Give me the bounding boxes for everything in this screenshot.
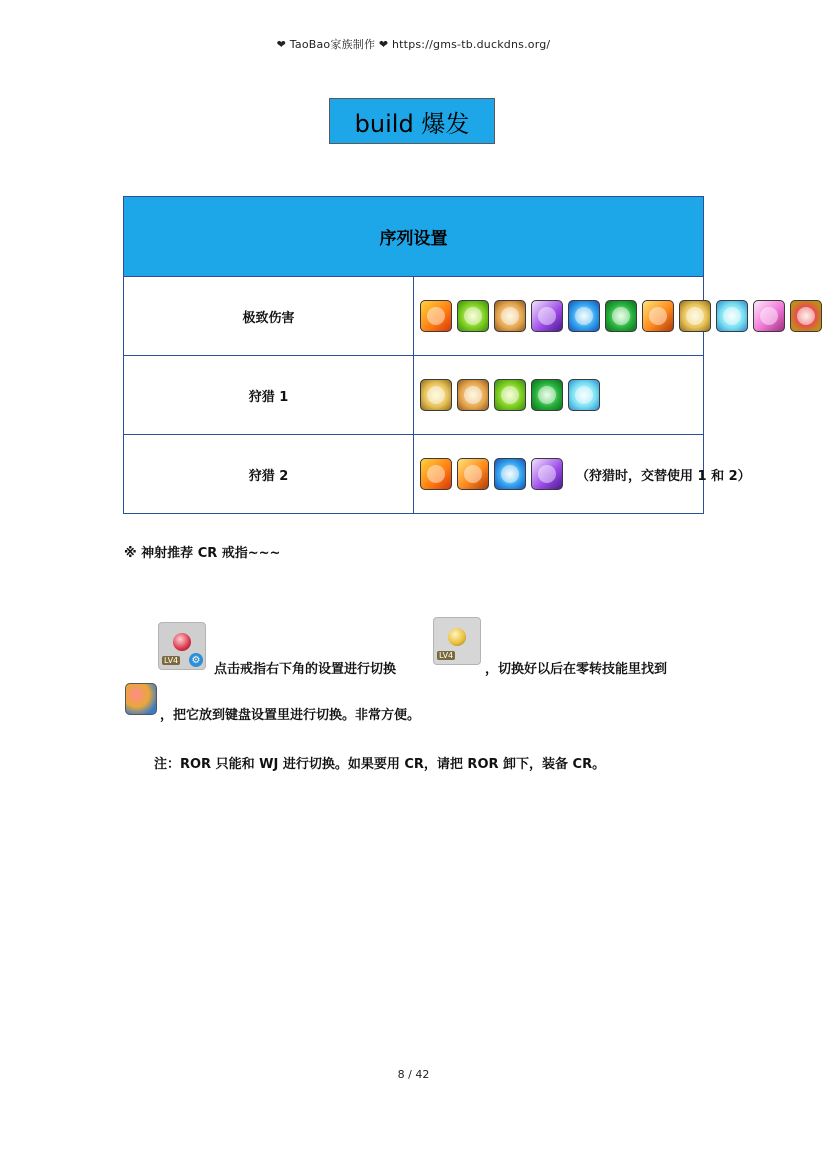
row-note: （狩猎时，交替使用 1 和 2） <box>576 468 751 484</box>
sequence-table <box>123 196 751 514</box>
fire-skill-icon <box>420 300 452 332</box>
icon-cell <box>414 435 751 514</box>
gold-skill-icon <box>679 300 711 332</box>
heart-icon: ❤ <box>378 38 389 51</box>
green-skill-icon <box>494 379 526 411</box>
level-badge: LV4 <box>164 656 179 665</box>
monkey-skill-icon <box>494 300 526 332</box>
fire-skill-icon <box>420 458 452 490</box>
row-label: 狩猎 1 <box>124 356 414 435</box>
purple-skill-icon <box>531 458 563 490</box>
heart-icon: ❤ <box>276 38 287 51</box>
remark-text: ※ 神射推荐 CR 戒指~~~ <box>124 546 281 561</box>
cyan-skill-icon <box>568 379 600 411</box>
header-url[interactable]: https://gms-tb.duckdns.org/ <box>392 38 551 51</box>
page-number: 8 / 42 <box>397 1068 430 1081</box>
note-text: 注：ROR 只能和 WJ 进行切换。如果要用 CR，请把 ROR 卸下，装备 CR。 <box>154 757 606 772</box>
ring-gem-icon <box>173 633 191 651</box>
ring-settings-icon <box>158 622 206 670</box>
orange-skill-icon <box>642 300 674 332</box>
gold-skill-icon <box>420 379 452 411</box>
blue-skill-icon <box>494 458 526 490</box>
level-badge: LV4 <box>439 651 454 660</box>
para-text-3: ，把它放到键盘设置里进行切换。非常方便。 <box>160 708 421 723</box>
ring-skill-icon <box>790 300 822 332</box>
monkey-skill-icon <box>457 379 489 411</box>
green-skill-icon <box>457 300 489 332</box>
orange-skill-icon <box>457 458 489 490</box>
header-text: TaoBao家族制作 <box>289 38 376 51</box>
icon-cell <box>414 277 704 356</box>
page-header <box>0 36 827 52</box>
para-text-2: ，切换好以后在零转技能里找到 <box>485 662 668 677</box>
table-row <box>124 356 704 435</box>
cyan-skill-icon <box>716 300 748 332</box>
ring-gem-icon <box>448 628 466 646</box>
row-label: 极致伤害 <box>124 277 414 356</box>
pink-skill-icon <box>753 300 785 332</box>
page-title: build 爆发 <box>329 98 495 144</box>
green-eye-skill-icon <box>605 300 637 332</box>
table-row <box>124 277 704 356</box>
ring-switch-skill-icon <box>125 683 157 715</box>
ring-icon <box>433 617 481 665</box>
table-row <box>124 435 704 514</box>
gear-icon: ⚙ <box>189 653 203 667</box>
table-heading: 序列设置 <box>124 197 704 277</box>
para-text-1: 点击戒指右下角的设置进行切换 <box>214 662 397 677</box>
blue-skill-icon <box>568 300 600 332</box>
purple-skill-icon <box>531 300 563 332</box>
row-label: 狩猎 2 <box>124 435 414 514</box>
icon-cell <box>414 356 704 435</box>
green-eye-skill-icon <box>531 379 563 411</box>
